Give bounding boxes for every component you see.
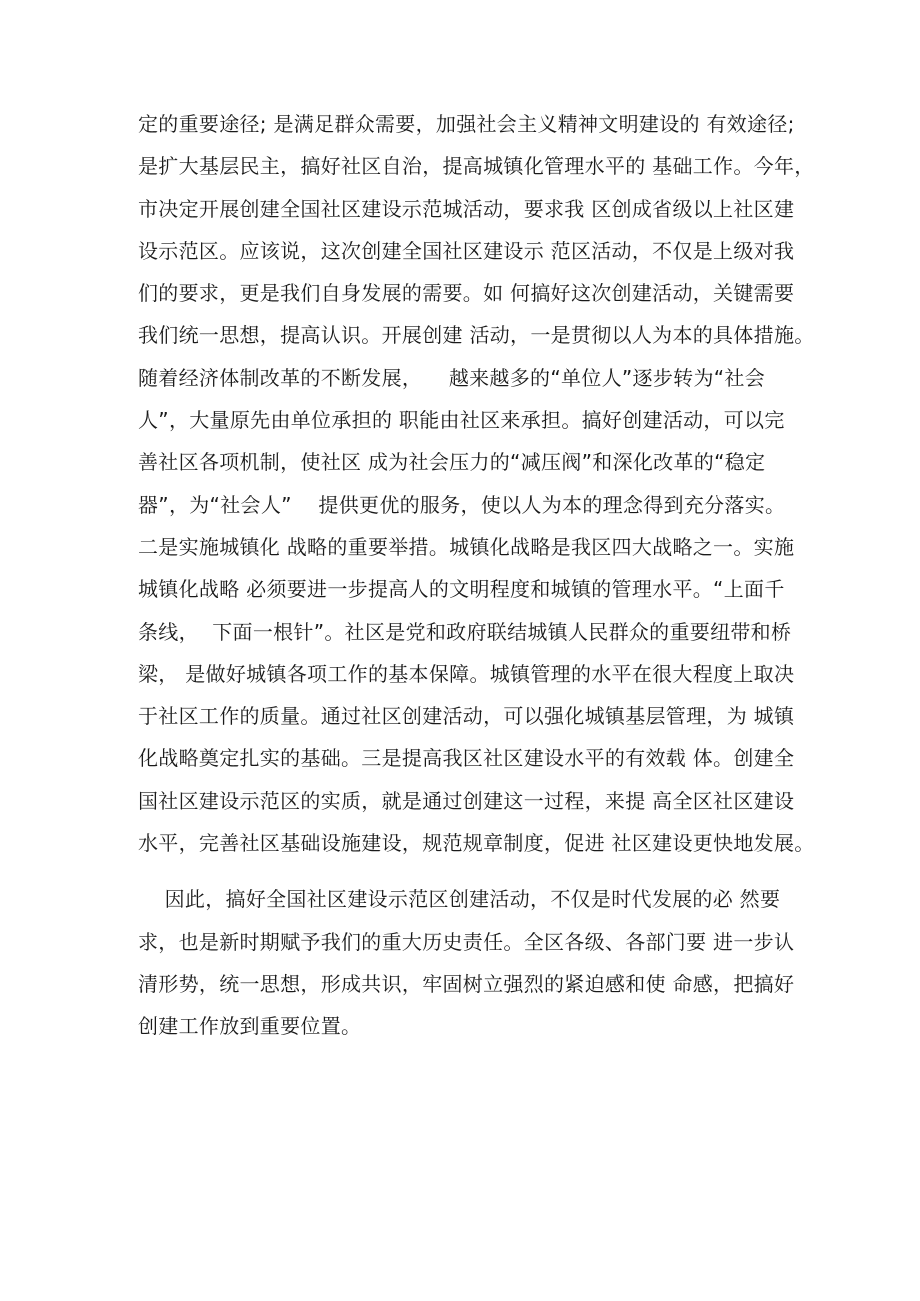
paragraph-2 [138,878,818,1047]
text-line: 人”，大量原先由单位承担的 职能由社区来承担。搞好创建活动，可以完 [138,408,785,433]
text-line: 随着经济体制改革的不断发展， 越来越多的“单位人”逐步转为“社会 [138,365,766,390]
text-line: 二是实施城镇化 战略的重要举措。城镇化战略是我区四大战略之一。实施 [138,534,795,559]
text-line: 梁， 是做好城镇各项工作的基本保障。城镇管理的水平在很大程度上取决 [138,661,795,686]
text-line: 城镇化战略 必须要进一步提高人的文明程度和城镇的管理水平。“上面千 [138,577,785,602]
text-line: 市决定开展创建全国社区建设示范城活动，要求我 区创成省级以上社区建 [138,196,795,221]
text-line: 创建工作放到重要位置。 [138,1014,362,1039]
text-line: 定的重要途径; 是满足群众需要，加强社会主义精神文明建设的 有效途径; [138,112,795,136]
text-line: 条线， 下面一根针”。社区是党和政府联结城镇人民群众的重要纽带和桥 [138,619,792,644]
text-line: 化战略奠定扎实的基础。三是提高我区社区建设水平的有效载 体。创建全 [138,746,795,771]
text-line: 国社区建设示范区的实质，就是通过创建这一过程，来提 高全区社区建设 [138,788,795,813]
paragraph-1 [138,103,818,864]
text-line: 我们统一思想，提高认识。开展创建 活动，一是贯彻以人为本的具体措施。 [138,323,815,348]
paragraph-spacer [138,864,818,878]
text-line: 善社区各项机制，使社区 成为社会压力的“减压阀”和深化改革的“稳定 [138,450,766,475]
body-text [138,103,818,1048]
text-line: 求，也是新时期赋予我们的重大历史责任。全区各级、各部门要 进一步认 [138,929,795,954]
text-line: 清形势，统一思想，形成共识，牢固树立强烈的紧迫感和使 命感，把搞好 [138,971,795,996]
text-line: 水平，完善社区基础设施建设，规范规章制度，促进 社区建设更快地发展。 [138,831,815,856]
text-line: 器”，为“社会人” 提供更优的服务，使以人为本的理念得到充分落实。 [138,492,786,517]
text-line: 因此，搞好全国社区建设示范区创建活动，不仅是时代发展的必 然要 [138,887,781,912]
text-line: 设示范区。应该说，这次创建全国社区建设示 范区活动，不仅是上级对我 [138,238,795,263]
text-line: 于社区工作的质量。通过社区创建活动，可以强化城镇基层管理，为 城镇 [138,704,795,729]
text-line: 们的要求，更是我们自身发展的需要。如 何搞好这次创建活动，关键需要 [138,281,795,306]
text-line: 是扩大基层民主，搞好社区自治，提高城镇化管理水平的 基础工作。今年， [138,154,815,179]
